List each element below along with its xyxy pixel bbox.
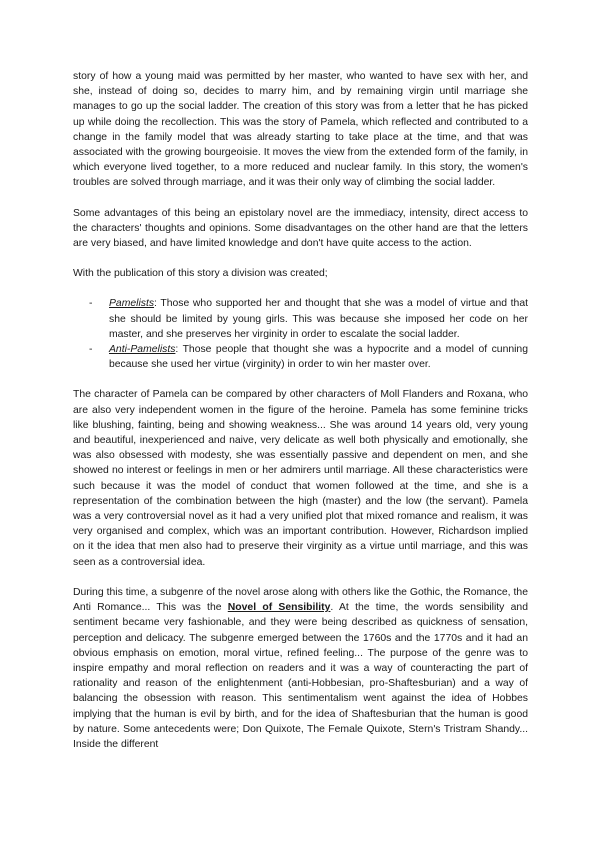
division-list xyxy=(73,296,528,372)
list-item-pamelists xyxy=(73,296,528,342)
list-item-anti-pamelists xyxy=(73,342,528,372)
page-body xyxy=(73,69,528,752)
list-dash: - xyxy=(89,344,93,356)
list-item-text: : Those who supported her and thought that she was a model of virtue and that she should be limited by young girls. This was because she imposed her code on her master, and she preserves her virginity in order to escalate the social ladder. xyxy=(109,298,528,340)
sensibility-text-after: . At the time, the words sensibility and sentiment became very fashionable, and they were being described as quickness of sensation, perception and delicacy. The subgenre emerged between the 1760s and the 1770s and it had an obvious emphasis on emotion, moral virtue, refined feeling... The purpose of the genre was to inspire empathy and moral reflection on readers and it was a way of counteracting the part of rationality and reason of the enlightenment (anti-Hobbesian, pro-Shaftesburian) and a way of balancing the obsession with reason. This sentimentalism went against the idea of Hobbes implying that the human is evil by birth, and for the idea of Shaftesburian that the human is good by nature. Some antecedents were; Don Quixote, The Female Quixote, Stern's Tristram Shandy... Inside the different xyxy=(73,602,528,750)
list-dash: - xyxy=(89,298,93,310)
list-item-text: : Those people that thought she was a hypocrite and a model of cunning because she used her virtue (virginity) in order to win her master over. xyxy=(109,344,528,371)
paragraph-sensibility xyxy=(73,585,528,752)
sensibility-text-before: During this time, a subgenre of the novel arose along with others like the Gothic, the Romance, the Anti Romance... This was the xyxy=(73,586,528,614)
term-pamelists: Pamelists xyxy=(109,298,155,310)
paragraph-division: With the publication of this story a division was created; xyxy=(73,268,328,280)
paragraph-character: The character of Pamela can be compared by other characters of Moll Flanders and Roxana, who are also very independent women in the figure of the heroine. Pamela has some feminine tricks like blushing, fainting, being and showing weakness... She was around 14 years old, very young and beautiful, inexperienced and naive, very delicate as well both physically and emotionally, she was also obsessed with modesty, she was essentially passive and dependent on men, and she showed no interest or feelings in men or her admirers until marriage. All these characteristics were such because it was the model of conduct that women followed at the time, and she is a representation of the combination between the high (master) and the low (the servant). Pamela was a very controversial novel as it had a very unified plot that mixed romance and realism, it was very organised and complex, which was an important contribution. However, Richardson implied on it the idea that men also had to preserve their virginity as a virtue until marriage, and this was seen as a controversial idea. xyxy=(73,389,528,568)
term-novel-of-sensibility: Novel of Sensibility xyxy=(227,602,331,614)
paragraph-epistolary: Some advantages of this being an epistolary novel are the immediacy, intensity, direct access to the characters' thoughts and opinions. Some disadvantages on the other hand are that the letters are very biased, and have limited knowledge and don't have quite access to the action. xyxy=(73,207,528,250)
paragraph-pamela-story: story of how a young maid was permitted by her master, who wanted to have sex with her, and she, instead of doing so, decides to marry him, and by remaining virgin until marriage she manages to go up the social ladder. The creation of this story was from a letter that he has picked up while doing the recollection. This was the story of Pamela, which reflected and contributed to a change in the family model that was already starting to take place at the time, and that was associated with the growing bourgeoisie. It moves the view from the extended form of the family, in which everyone lived together, to a more reduced and nuclear family. In this story, the women's troubles are solved through marriage, and it was their only way of climbing the social ladder. xyxy=(73,71,528,189)
term-anti-pamelists: Anti-Pamelists xyxy=(109,344,176,356)
